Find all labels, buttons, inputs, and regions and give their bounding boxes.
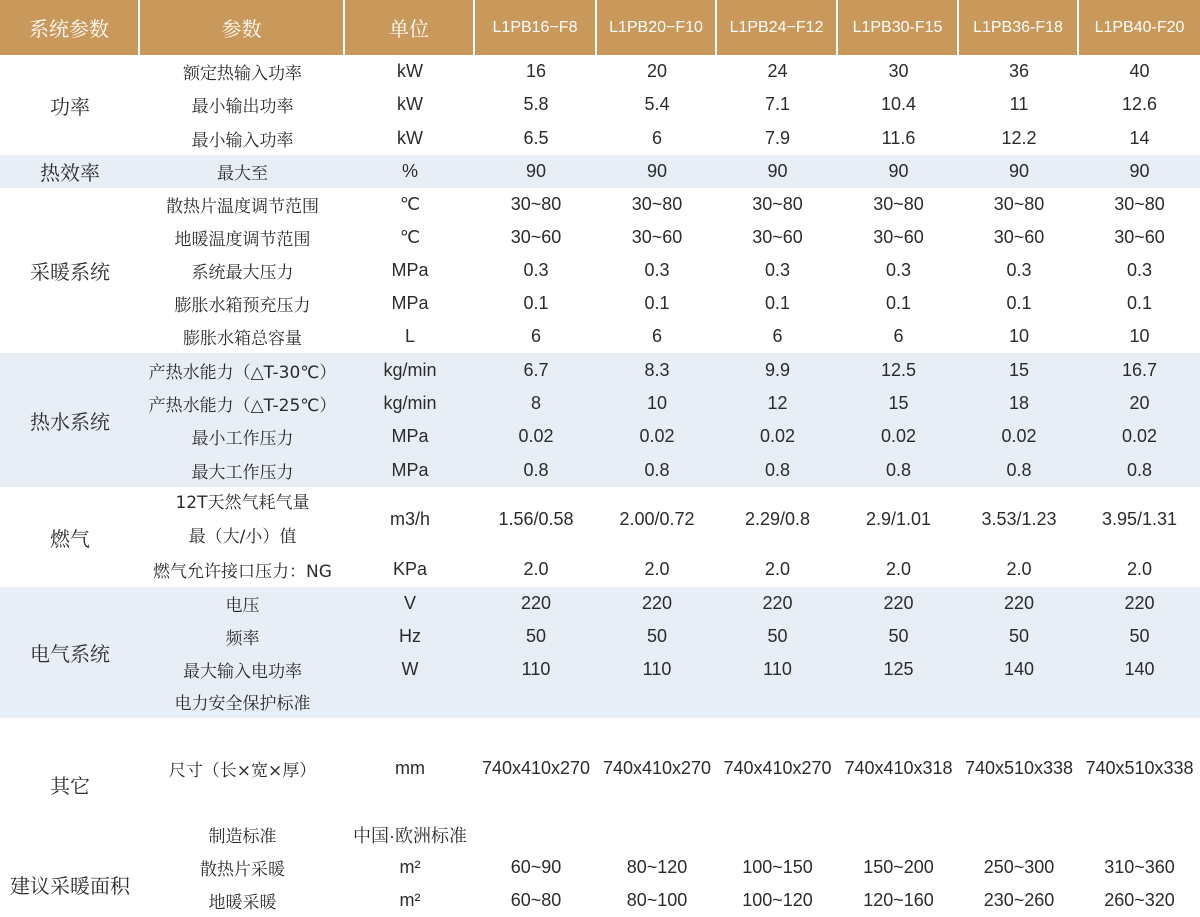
unit-label: ℃ (399, 194, 421, 214)
value-cell: 80~100 (626, 890, 688, 910)
value-cell: 3.53/1.23 (981, 509, 1057, 529)
value-cell: 740x410x270 (481, 757, 591, 778)
value-cell: 90 (1129, 161, 1150, 181)
group-label: 热效率 (40, 161, 100, 185)
param-label: 产热水能力（△T-25℃） (148, 396, 337, 416)
value-cell: 0.02 (1121, 426, 1158, 446)
value-cell: 36 (1008, 61, 1030, 81)
value-cell: 740x410x270 (723, 757, 832, 778)
value-cell: 5.8 (523, 94, 549, 114)
value-cell: 30~80 (1114, 194, 1165, 214)
value-cell: 0.3 (523, 260, 549, 280)
value-cell: 0.3 (644, 260, 670, 280)
param-label: 电力安全保护标准 (174, 694, 311, 714)
value-cell: 50 (1129, 626, 1150, 646)
param-label: 最大工作压力 (191, 462, 294, 483)
value-cell: 110 (763, 658, 792, 679)
param-label: 最小工作压力 (191, 429, 294, 449)
unit-label: KPa (392, 559, 428, 579)
value-cell: 110 (521, 658, 551, 679)
value-cell: 20 (646, 61, 668, 81)
value-cell: 90 (1008, 161, 1030, 181)
group-label: 其它 (50, 774, 90, 798)
value-cell: 250~300 (983, 857, 1055, 877)
value-cell (838, 685, 959, 718)
value-cell: 0.3 (885, 260, 912, 280)
value-cell: 50 (888, 626, 909, 646)
value-cell: 30~80 (510, 194, 562, 214)
value-cell: 14 (1129, 127, 1150, 148)
param-label (140, 487, 345, 552)
value-cell: 0.1 (885, 293, 912, 313)
value-cell: 30~60 (510, 227, 562, 247)
value-cell: 6 (772, 326, 783, 346)
value-cell: 220 (883, 593, 914, 613)
unit-label: mm (395, 757, 425, 778)
value-cell: 7.1 (764, 94, 791, 114)
value-cell: 20 (1129, 393, 1150, 413)
value-cell: 30~80 (993, 194, 1045, 214)
param-label: 产热水能力（△T-30℃） (148, 362, 337, 383)
header-model: L1PB16−F8 (475, 0, 595, 55)
header-model: L1PB40-F20 (1079, 0, 1200, 55)
value-cell (838, 818, 959, 851)
unit-label: kW (397, 127, 423, 148)
value-cell: 40 (1129, 61, 1150, 81)
value-cell: 230~260 (983, 890, 1055, 910)
value-cell: 0.8 (764, 459, 791, 480)
value-cell: 740x410x270 (602, 757, 712, 778)
unit-label: kW (397, 61, 423, 81)
value-cell: 310~360 (1104, 857, 1175, 877)
value-cell: 0.02 (1001, 426, 1037, 446)
value-cell: 2.0 (1126, 559, 1153, 579)
value-cell: 10 (1008, 326, 1030, 346)
value-cell: 220 (641, 593, 673, 613)
unit-label: MPa (391, 426, 429, 446)
value-cell: 2.29/0.8 (744, 509, 811, 529)
value-cell: 30~60 (1114, 227, 1165, 247)
value-cell: 0.3 (764, 260, 791, 280)
unit-label: m3/h (389, 509, 431, 529)
value-cell: 1.56/0.58 (498, 509, 574, 529)
value-cell: 0.8 (1006, 459, 1032, 480)
value-cell: 10 (646, 393, 668, 413)
value-cell: 11 (1009, 94, 1029, 114)
value-cell: 12.2 (1001, 127, 1037, 148)
value-cell: 10 (1129, 326, 1150, 346)
group-label: 电气系统 (30, 642, 110, 666)
value-cell: 2.0 (523, 559, 549, 579)
unit-label: kg/min (383, 359, 437, 380)
unit-label: kg/min (383, 393, 437, 413)
unit-label: Hz (399, 626, 421, 646)
unit-label: kW (397, 94, 423, 114)
value-cell (597, 685, 717, 718)
unit-label: m² (399, 890, 421, 910)
value-cell: 140 (1003, 658, 1035, 679)
value-cell (959, 818, 1079, 851)
param-label-line: 12T天然气耗气量 (175, 492, 310, 513)
unit-label: ℃ (399, 227, 421, 247)
unit-label (345, 685, 475, 718)
header-unit: 单位 (345, 0, 473, 55)
value-cell (959, 685, 1079, 718)
value-cell: 50 (525, 626, 547, 646)
value-cell: 50 (1008, 626, 1030, 646)
value-cell: 16.7 (1121, 359, 1158, 380)
value-cell: 0.1 (1006, 293, 1032, 313)
unit-label: L (404, 326, 415, 346)
value-cell: 0.1 (523, 293, 549, 313)
value-cell: 90 (888, 161, 909, 181)
value-cell: 100~120 (742, 890, 813, 910)
value-cell: 50 (767, 626, 788, 646)
value-cell (475, 818, 597, 851)
value-cell (717, 685, 838, 718)
param-label: 最小输出功率 (191, 97, 294, 117)
param-label: 最大输入电功率 (183, 661, 302, 682)
unit-label: % (401, 161, 418, 181)
param-label: 散热片采暖 (200, 860, 285, 880)
value-cell: 7.9 (764, 127, 791, 148)
value-cell: 2.0 (885, 559, 912, 579)
value-cell: 6 (651, 127, 662, 148)
group-label: 功率 (50, 94, 90, 119)
value-cell: 2.0 (1006, 559, 1032, 579)
value-cell: 12.6 (1121, 94, 1158, 114)
value-cell: 0.1 (1126, 293, 1153, 313)
value-cell: 15 (1008, 359, 1030, 380)
value-cell: 15 (888, 393, 909, 413)
value-cell: 2.9/1.01 (865, 509, 932, 529)
value-cell: 260~320 (1104, 890, 1175, 910)
value-cell: 6 (530, 326, 541, 346)
value-cell: 220 (520, 593, 552, 613)
value-cell: 0.8 (1126, 459, 1153, 480)
value-cell: 10.4 (880, 94, 917, 114)
value-cell: 8 (530, 393, 541, 413)
value-cell: 220 (1003, 593, 1035, 613)
value-cell: 2.0 (764, 559, 791, 579)
value-cell: 140 (1124, 658, 1155, 679)
value-cell (1079, 818, 1200, 851)
value-cell: 6.5 (523, 127, 549, 148)
value-cell: 0.1 (764, 293, 791, 313)
unit-label: W (401, 658, 419, 679)
value-cell: 12 (767, 393, 788, 413)
value-cell: 740x410x318 (844, 757, 953, 778)
value-cell: 740x510x338 (964, 757, 1074, 778)
value-cell: 30~60 (752, 227, 803, 247)
value-cell (1079, 685, 1200, 718)
value-cell: 30~80 (752, 194, 803, 214)
value-cell: 30~60 (873, 227, 924, 247)
param-label: 地暖采暖 (208, 893, 277, 913)
param-label: 膨胀水箱总容量 (183, 329, 302, 349)
value-cell: 30~80 (631, 194, 683, 214)
param-label: 额定热输入功率 (183, 64, 302, 84)
value-cell: 9.9 (764, 359, 791, 380)
param-label: 膨胀水箱预充压力 (174, 296, 311, 316)
value-cell: 0.02 (518, 426, 554, 446)
group-label: 热水系统 (30, 409, 110, 434)
param-label: 系统最大压力 (191, 263, 294, 283)
header-param: 参数 (140, 0, 343, 55)
value-cell: 90 (646, 161, 668, 181)
unit-label: MPa (391, 459, 429, 480)
unit-label: MPa (391, 260, 429, 280)
value-cell: 0.02 (759, 426, 796, 446)
header-model: L1PB20−F10 (597, 0, 715, 55)
value-cell: 6.7 (523, 359, 549, 380)
value-cell: 220 (762, 593, 793, 613)
value-cell: 11.6 (881, 127, 916, 148)
value-cell: 2.00/0.72 (619, 509, 695, 529)
value-cell: 0.3 (1006, 260, 1032, 280)
param-label: 最小输入功率 (191, 130, 294, 151)
header-model: L1PB24−F12 (717, 0, 836, 55)
param-label: 燃气允许接口压力：NG (153, 562, 332, 582)
unit-label: V (403, 593, 416, 613)
value-cell: 16 (525, 61, 547, 81)
value-cell: 60~80 (510, 890, 562, 910)
value-cell: 24 (767, 61, 788, 81)
value-cell: 90 (767, 161, 788, 181)
value-cell: 0.1 (644, 293, 670, 313)
value-cell: 0.02 (880, 426, 917, 446)
value-cell (475, 685, 597, 718)
param-label: 散热片温度调节范围 (166, 197, 319, 217)
unit-label: MPa (391, 293, 429, 313)
param-label-line: 最（大/小）值 (188, 526, 297, 547)
param-label: 频率 (225, 629, 260, 649)
param-label: 最大至 (217, 164, 268, 184)
value-cell: 6 (893, 326, 904, 346)
header-model: L1PB30-F15 (838, 0, 957, 55)
value-cell: 2.0 (644, 559, 670, 579)
value-cell: 30~80 (873, 194, 924, 214)
value-cell: 3.95/1.31 (1101, 509, 1178, 529)
value-cell: 0.8 (523, 459, 549, 480)
value-cell (597, 818, 717, 851)
value-cell: 60~90 (510, 857, 562, 877)
value-cell: 120~160 (863, 890, 934, 910)
value-cell: 150~200 (863, 857, 934, 877)
group-label: 建议采暖面积 (10, 873, 130, 898)
value-cell: 100~150 (742, 857, 813, 877)
value-cell: 12.5 (880, 359, 917, 380)
value-cell: 80~120 (626, 857, 688, 877)
value-cell: 8.3 (644, 359, 670, 380)
param-label: 地暖温度调节范围 (174, 230, 311, 250)
value-cell: 6 (651, 326, 662, 346)
value-cell: 0.8 (644, 459, 670, 480)
value-cell: 0.8 (885, 459, 912, 480)
group-label: 燃气 (50, 526, 90, 551)
header-model: L1PB36-F18 (959, 0, 1077, 55)
value-cell: 30~60 (993, 227, 1045, 247)
value-cell: 30~60 (631, 227, 683, 247)
value-cell: 220 (1124, 593, 1155, 613)
value-cell: 110 (642, 658, 672, 679)
param-label: 电压 (225, 596, 260, 616)
header-category: 系统参数 (0, 0, 138, 55)
value-cell: 0.02 (639, 426, 675, 446)
value-cell: 50 (646, 626, 668, 646)
unit-label: m² (399, 857, 421, 877)
value-cell: 18 (1008, 393, 1030, 413)
value-cell: 0.3 (1126, 260, 1153, 280)
param-label: 尺寸（长×宽×厚） (168, 760, 317, 781)
value-cell: 30 (888, 61, 909, 81)
group-label: 采暖系统 (30, 260, 110, 284)
unit-label: 中国·欧洲标准 (353, 825, 467, 846)
value-cell (717, 818, 838, 851)
value-cell: 5.4 (644, 94, 670, 114)
value-cell: 125 (883, 658, 914, 679)
value-cell: 740x510x338 (1085, 757, 1194, 778)
param-label: 制造标准 (208, 827, 277, 847)
value-cell: 90 (525, 161, 547, 181)
